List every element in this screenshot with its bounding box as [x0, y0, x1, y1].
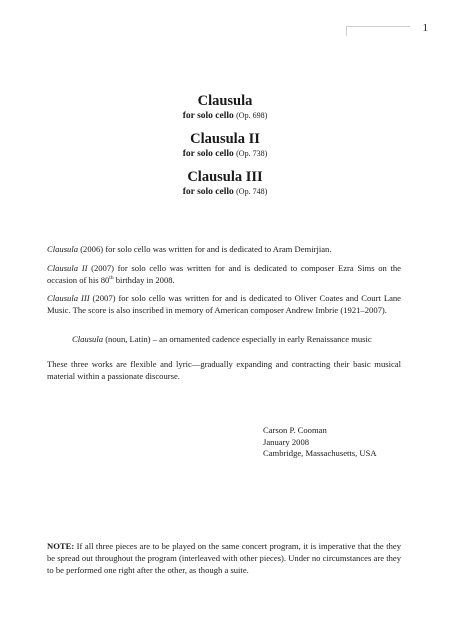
- author-name: Carson P. Cooman: [263, 425, 327, 435]
- performance-note: [47, 531, 401, 585]
- work-subtitle: [0, 110, 450, 122]
- work-title-italic: Clausula: [47, 244, 79, 254]
- opus-number: (Op. 698): [236, 111, 268, 120]
- work-title: Clausula II: [190, 131, 260, 147]
- paragraph-text: (2007) for solo cello was written for and is dedicated to Oliver Coates and Court Lane Music. The score is also inscribed in memory of American composer Andrew Imbrie (1921–2007).: [47, 293, 401, 316]
- opus-number: (Op. 748): [236, 187, 268, 196]
- instrumentation: for solo cello: [182, 187, 234, 197]
- work-title: Clausula: [197, 93, 253, 109]
- definition-term: Clausula: [72, 334, 104, 344]
- work-subtitle: [0, 186, 450, 198]
- header-rule-mark: [346, 26, 347, 36]
- dedication-paragraph-1: [47, 243, 401, 255]
- instrumentation: for solo cello: [182, 111, 234, 121]
- header-rule: [346, 26, 410, 27]
- signature-date: January 2008: [263, 436, 310, 447]
- paragraph-text: (2006) for solo cello was written for and is dedicated to Aram Demirjian.: [78, 244, 332, 254]
- signature-place: Cambridge, Massachusetts, USA: [263, 448, 377, 458]
- work-heading: [0, 93, 450, 122]
- title-block: [0, 93, 450, 207]
- page-number: 1: [422, 22, 428, 34]
- paragraph-text: (2007) for solo cello was written for and is dedicated to composer Ezra Sims on the occasion of his 80: [47, 263, 401, 286]
- dedication-paragraph-2: [47, 262, 401, 287]
- work-subtitle: [0, 148, 450, 160]
- description-text: These three works are flexible and lyric—gradually expanding and contracting their basic musical material within a passionate discourse.: [47, 359, 401, 382]
- definition-line: [47, 333, 426, 345]
- signature-block: [263, 425, 377, 460]
- paragraph-text-end: birthday in 2008.: [113, 275, 175, 286]
- opus-number: (Op. 738): [236, 149, 268, 158]
- work-heading: [0, 169, 450, 198]
- dedication-paragraph-3: [47, 292, 401, 317]
- ordinal-suffix: th: [109, 275, 114, 282]
- work-title-italic: Clausula II: [47, 263, 88, 273]
- work-heading: [0, 131, 450, 160]
- note-text: If all three pieces are to be played on the same concert program, it is imperative that the they be spread out throughout the program (interleaved with other pieces). Under no circumstances are they to be performed one right after the other, as though a suite.: [47, 540, 401, 576]
- work-title-italic: Clausula III: [47, 293, 90, 303]
- work-title: Clausula III: [187, 169, 263, 185]
- note-label: NOTE:: [47, 540, 75, 551]
- description-paragraph: [47, 358, 401, 383]
- definition-text: (noun, Latin) – an ornamented cadence especially in early Renaissance music: [103, 334, 372, 344]
- instrumentation: for solo cello: [182, 149, 234, 159]
